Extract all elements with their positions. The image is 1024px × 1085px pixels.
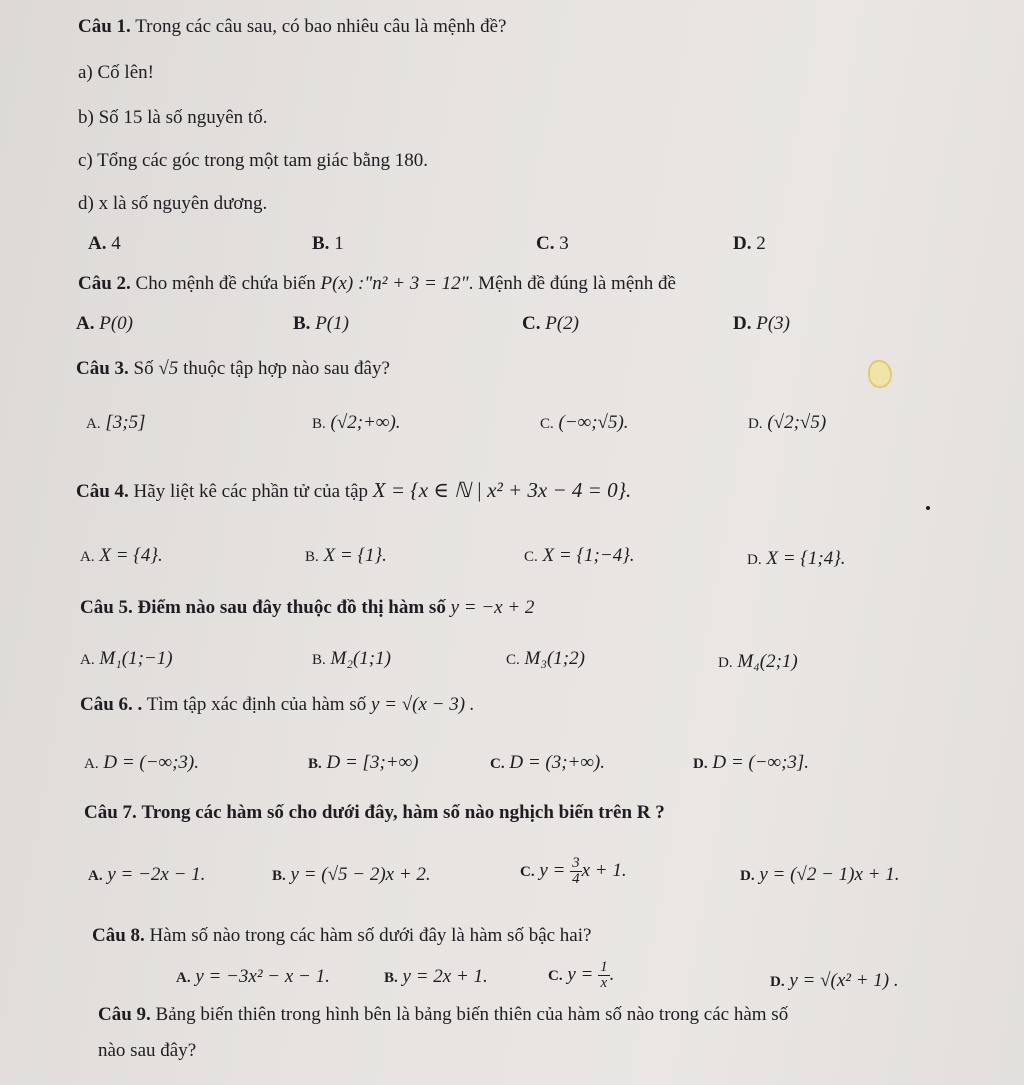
q1-item-c: c) Tổng các góc trong một tam giác bằng 180. [78,150,428,171]
option-text: P(3) [756,313,790,334]
option-text: 4 [111,233,121,254]
option-label: C. [540,416,554,432]
q5-math: y = −x + 2 [450,597,535,618]
option-label: A. [80,652,95,668]
q5-option-b[interactable] [312,648,391,670]
q6-math: y = √(x − 3) . [370,694,475,715]
q8-option-d[interactable] [770,970,899,992]
option-text: (√2;√5) [767,412,827,433]
fraction-denominator: 4 [572,871,580,887]
q7-label: Câu 7. [84,802,137,823]
option-text: y = (√2 − 1)x + 1. [759,864,900,885]
q1-stem [78,16,506,38]
option-label: B. [272,868,286,884]
q2-text-b: . Mệnh đề đúng là mệnh đề [468,273,676,294]
q1-option-c[interactable] [536,233,569,255]
q2-stem [78,273,676,295]
q4-option-d[interactable] [747,548,846,570]
q2-option-d[interactable] [733,313,790,335]
q7-option-c[interactable] [520,856,627,887]
option-text: D = [3;+∞) [326,752,419,773]
option-label: D. [747,552,762,568]
option-label: C. [536,233,555,254]
q3-option-c[interactable] [540,412,629,434]
q1-item-d: d) x là số nguyên dương. [78,193,268,214]
option-text-a: y = [567,963,594,985]
option-label: B. [312,652,326,668]
option-text: X = {1}. [323,545,387,566]
q2-option-a[interactable] [76,313,133,335]
q3-option-b[interactable] [312,412,401,434]
option-label: D. [748,416,763,432]
q5-stem [80,597,534,619]
q9-stem-cont: nào sau đây? [98,1040,197,1061]
fraction-numerator: 3 [572,855,580,871]
q6-text-a: Tìm tập xác định của hàm số [146,694,367,715]
q1-label: Câu 1. [78,16,131,37]
q4-option-c[interactable] [524,545,635,567]
q2-text-a: Cho mệnh đề chứa biến [135,273,316,294]
option-label: A. [86,416,101,432]
q8-text: Hàm số nào trong các hàm số dưới đây là hàm số bậc hai? [149,925,592,946]
q1-item-a: a) Cố lên! [78,62,154,83]
fraction-denominator: x [600,975,608,991]
q1-option-a[interactable] [88,233,121,255]
q4-stem [76,478,631,503]
option-text: y = (√5 − 2)x + 2. [290,864,431,885]
option-text: (−∞;√5). [558,412,629,433]
q2-label: Câu 2. [78,273,131,294]
q9-text-a: Bảng biến thiên trong hình bên là bảng biến thiên của hàm số nào trong các hàm số [155,1004,789,1025]
option-text: D = (3;+∞). [509,752,605,773]
fraction [598,960,610,991]
option-label: A. [76,313,95,334]
option-label: D. [733,233,752,254]
q8-option-b[interactable] [384,966,488,988]
option-label: A. [80,549,95,565]
option-text: M₃(1;2) [524,648,585,669]
option-label: D. [693,756,708,772]
option-text: M₁(1;−1) [99,648,173,669]
option-label: C. [524,549,538,565]
q7-option-b[interactable] [272,864,431,886]
q3-text-a: Số [133,358,154,379]
option-label: D. [740,868,755,884]
option-label: C. [522,313,541,334]
q4-label: Câu 4. [76,481,129,502]
q3-option-a[interactable] [86,412,145,434]
option-text: X = {1;4}. [766,548,846,569]
q3-text-b: thuộc tập hợp nào sau đây? [183,358,390,379]
fraction [570,856,582,887]
q6-stem [80,694,475,716]
q4-text-a: Hãy liệt kê các phần tử của tập [133,481,369,502]
option-label: B. [293,313,311,334]
option-text: y = −2x − 1. [107,864,206,885]
option-text: y = −3x² − x − 1. [195,966,330,987]
q6-option-a[interactable] [84,752,199,774]
option-text: 2 [756,233,766,254]
q7-option-d[interactable] [740,864,900,886]
option-label: A. [176,970,191,986]
option-text: P(1) [315,313,349,334]
q1-item-b: b) Số 15 là số nguyên tố. [78,107,268,128]
fraction-numerator: 1 [600,959,608,975]
q5-option-d[interactable] [718,651,798,673]
option-label: A. [88,233,107,254]
q4-option-b[interactable] [305,545,387,567]
q8-option-a[interactable] [176,966,330,988]
option-text: M₄(2;1) [737,651,798,672]
option-label: C. [520,863,535,880]
q2-math: P(x) :"n² + 3 = 12" [320,273,469,294]
option-label: D. [718,655,733,671]
q1-text: Trong các câu sau, có bao nhiêu câu là mệnh đề? [135,16,507,37]
option-text: P(2) [545,313,579,334]
q5-text-a: Điểm nào sau đây thuộc đồ thị hàm số [137,597,446,618]
q1-option-d[interactable] [733,233,766,255]
q7-text: Trong các hàm số cho dưới đây, hàm số nào nghịch biến trên R ? [141,802,665,823]
q8-option-c[interactable] [548,960,614,991]
highlighter-mark [868,360,892,388]
q1-option-b[interactable] [312,233,344,255]
q8-stem [92,925,591,947]
q9-stem [98,1004,788,1026]
q3-label: Câu 3. [76,358,129,379]
q5-label: Câu 5. [80,597,133,618]
option-label: D. [733,313,752,334]
option-text-b: x + 1. [581,859,627,881]
option-text: D = (−∞;3]. [712,752,810,773]
option-text-b: . [609,963,615,985]
option-text: M₂(1;1) [330,648,391,669]
q8-label: Câu 8. [92,925,145,946]
q5-option-a[interactable] [80,648,173,670]
option-label: B. [308,756,322,772]
option-text: 3 [559,233,569,254]
option-label: C. [506,652,520,668]
q6-label: Câu 6. . [80,694,143,715]
q3-option-d[interactable] [748,412,826,434]
option-text: X = {1;−4}. [542,545,635,566]
q2-option-b[interactable] [293,313,349,335]
q4-option-a[interactable] [80,545,163,567]
option-label: B. [305,549,319,565]
option-text: X = {4}. [99,545,163,566]
option-text: y = √(x² + 1) . [789,970,899,991]
option-text: 1 [334,233,344,254]
option-label: B. [312,416,326,432]
option-label: A. [84,756,99,772]
q7-option-a[interactable] [88,864,205,886]
q7-stem [84,802,665,824]
option-text: [3;5] [105,412,146,433]
option-label: C. [548,967,563,984]
option-text: P(0) [99,313,133,334]
option-label: C. [490,756,505,772]
option-text-a: y = [539,859,566,881]
q6-option-d[interactable] [693,752,809,774]
ink-dot [926,506,930,510]
q5-option-c[interactable] [506,648,585,670]
q6-option-c[interactable] [490,752,605,774]
q6-option-b[interactable] [308,752,418,774]
option-text: y = 2x + 1. [402,966,488,987]
option-label: B. [384,970,398,986]
option-label: A. [88,868,103,884]
q3-stem [76,358,390,380]
option-label: D. [770,974,785,990]
q3-math: √5 [158,358,179,379]
q4-math: X = {x ∈ ℕ | x² + 3x − 4 = 0}. [372,478,632,502]
q2-option-c[interactable] [522,313,579,335]
option-label: B. [312,233,330,254]
option-text: D = (−∞;3). [103,752,199,773]
q9-label: Câu 9. [98,1004,151,1025]
option-text: (√2;+∞). [330,412,401,433]
